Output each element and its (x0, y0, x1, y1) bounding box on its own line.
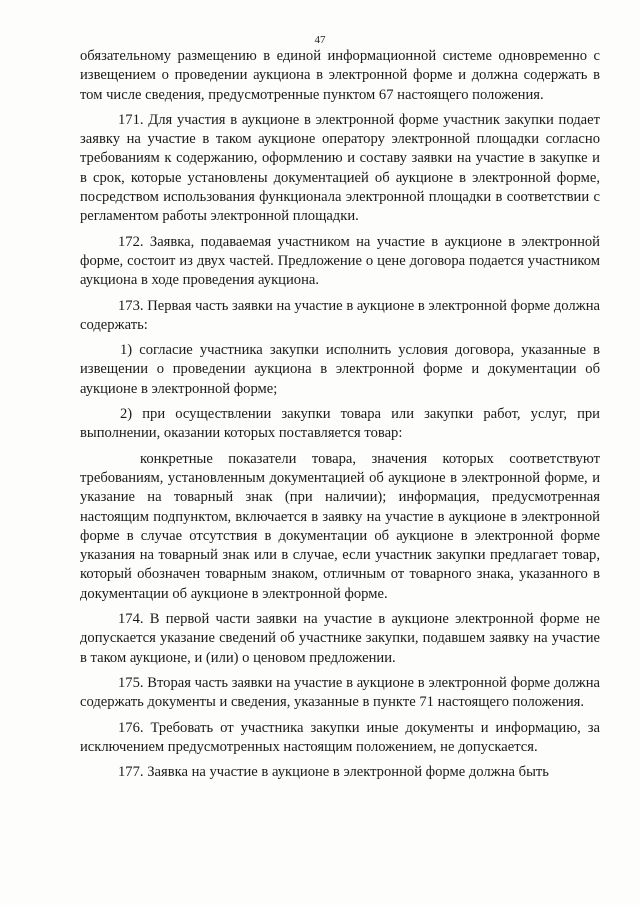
paragraph-175: 175. Вторая часть заявки на участие в аукционе в электронной форме должна содержать документы и сведения, указанные в пункте 71 настоящего положения. (80, 674, 600, 711)
paragraph-176: 176. Требовать от участника закупки иные документы и информацию, за исключением предусмотренных настоящим положением, не допускается. (80, 719, 600, 755)
paragraph-173: 173. Первая часть заявки на участие в аукционе в электронной форме должна содержать: (80, 297, 600, 333)
paragraph-177: 177. Заявка на участие в аукционе в электронной форме должна быть (118, 764, 549, 781)
paragraph-continuation: обязательному размещению в единой информационной системе одновременно с извещением о проведении аукциона в электронной форме и должна содержать в том числе сведения, предусмотренные пунктом 67 настоящего положения. (80, 48, 600, 103)
subitem-2-details: конкретные показатели товара, значения которых соответствуют требованиям, установленным документацией об аукционе в электронной форме, и указание на товарный знак (при наличии); информация, предусмотренная настоящим подпунктом, включается в заявку на участие в аукционе в электронной форме в случае отсутствия в документации об аукционе в электронной форме указания на товарный знак или в случае, если участник закупки предлагает товар, который обозначен товарным знаком, отличным от товарного знака, указанного в документации об аукционе в электронной форме. (80, 450, 600, 602)
document-body (80, 47, 600, 788)
subitem-2: 2) при осуществлении закупки товара или закупки работ, услуг, при выполнении, оказании которых поставляется товар: (80, 406, 600, 442)
paragraph-171: 171. Для участия в аукционе в электронной форме участник закупки подает заявку на участие в таком аукционе оператору электронной площадки согласно требованиям к содержанию, оформлению и составу заявки на участие в закупке и в срок, которые установлены документацией об аукционе в электронной форме, посредством использования функционала электронной площадки в соответствии с регламентом работы электронной площадки. (80, 111, 600, 225)
page-number: 47 (314, 34, 326, 46)
subitem-1: 1) согласие участника закупки исполнить условия договора, указанные в извещении о проведении аукциона в электронной форме и документации об аукционе в электронной форме; (80, 342, 600, 397)
paragraph-172: 172. Заявка, подаваемая участником на участие в аукционе в электронной форме, состоит из двух частей. Предложение о цене договора подается участником аукциона в ходе проведения аукциона. (80, 233, 600, 289)
paragraph-174: 174. В первой части заявки на участие в аукционе электронной форме не допускается указание сведений об участнике закупки, подавшем заявку на участие в таком аукционе, и (или) о ценовом предложении. (80, 611, 600, 666)
